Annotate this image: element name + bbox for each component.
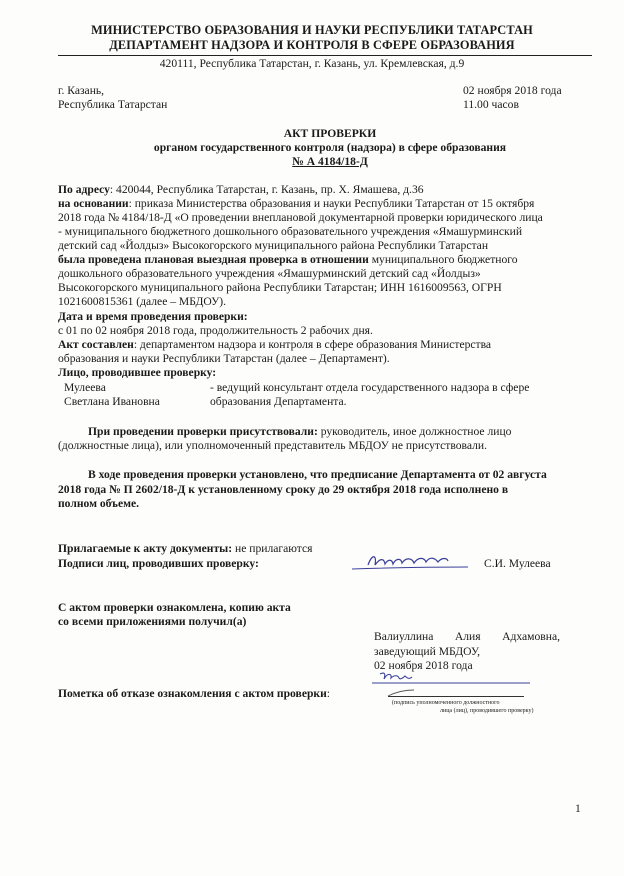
present-line-2: (должностные лица), или уполномоченный представитель МБДОУ не присутствовали. bbox=[58, 439, 487, 452]
basis-line-3: - муниципального бюджетного дошкольного образовательного учреждения «Ямашурминский bbox=[58, 225, 523, 238]
recipient-name: Валиуллина Алия Адхамовна, bbox=[374, 630, 560, 643]
address-line: По адресу: 420044, Республика Татарстан, г. Казань, пр. Х. Ямашева, д.36 bbox=[58, 183, 424, 196]
place-city: г. Казань, bbox=[58, 84, 105, 97]
attached-docs-line: Прилагаемые к акту документы: не прилагаются bbox=[58, 542, 313, 555]
recipient-date: 02 ноября 2018 года bbox=[374, 659, 473, 672]
inspection-line-3: Высокогорского муниципального района Республики Татарстан; ИНН 1616009563, ОГРН bbox=[58, 281, 502, 294]
signature-caption-2: лица (лиц), проводившего проверку) bbox=[440, 708, 534, 714]
inspector-label: Лицо, проводившее проверку: bbox=[58, 366, 217, 379]
place-region: Республика Татарстан bbox=[58, 98, 168, 111]
inspector-signature bbox=[344, 548, 474, 574]
inspection-line-2: дошкольного образовательного учреждения «Ямашурминский детский сад «Йолдыз» bbox=[58, 267, 481, 280]
result-line-2: 2018 года № П 2602/18-Д к установленному сроку до 29 октября 2018 года исполнено в bbox=[58, 483, 509, 496]
refusal-signature-line bbox=[388, 696, 524, 697]
department-address: 420111, Республика Татарстан, г. Казань, ул. Кремлевская, д.9 bbox=[159, 57, 465, 70]
result-line-1: В ходе проведения проверки установлено, что предписание Департамента от 02 августа bbox=[88, 468, 547, 481]
act-date: 02 ноября 2018 года bbox=[463, 84, 562, 97]
present-line-1: При проведении проверки присутствовали: руководитель, иное должностное лицо bbox=[88, 425, 512, 438]
acknowledgement-line-2: со всеми приложениями получил(а) bbox=[58, 615, 247, 628]
basis-line-2: 2018 года № 4184/18-Д «О проведении внеплановой документарной проверки юридического лица bbox=[58, 211, 543, 224]
signature-caption-1: (подпись уполномоченного должностного bbox=[392, 700, 500, 706]
refusal-label: Пометка об отказе ознакомления с актом проверки: bbox=[58, 687, 331, 700]
inspector-signature-name: С.И. Мулеева bbox=[484, 557, 551, 570]
act-composed-line-2: образования и науки Республики Татарстан (далее – Департамент). bbox=[58, 352, 390, 365]
header-divider bbox=[58, 55, 592, 56]
result-line-3: полном объеме. bbox=[58, 497, 140, 510]
department-title: ДЕПАРТАМЕНТ НАДЗОРА И КОНТРОЛЯ В СФЕРЕ ОБРАЗОВАНИЯ bbox=[109, 38, 515, 52]
inspector-role-1: - ведущий консультант отдела государственного надзора в сфере bbox=[210, 381, 530, 394]
basis-line-1: на основании: приказа Министерства образования и науки Республики Татарстан от 15 октября bbox=[58, 197, 535, 210]
act-time: 11.00 часов bbox=[463, 98, 519, 111]
act-number: № А 4184/18-Д bbox=[292, 155, 368, 168]
inspection-line-1: была проведена плановая выездная проверка в отношении муниципального бюджетного bbox=[58, 253, 518, 266]
inspector-role-2: образования Департамента. bbox=[210, 395, 347, 408]
page-number: 1 bbox=[575, 802, 581, 815]
inspection-line-4: 1021600815361 (далее – МБДОУ). bbox=[58, 295, 227, 308]
basis-line-4: детский сад «Йолдыз» Высокогорского муниципального района Республики Татарстан bbox=[58, 239, 489, 252]
act-title: АКТ ПРОВЕРКИ bbox=[283, 127, 377, 140]
signers-label: Подписи лиц, проводивших проверку: bbox=[58, 557, 259, 570]
ministry-title: МИНИСТЕРСТВО ОБРАЗОВАНИЯ И НАУКИ РЕСПУБЛИКИ ТАТАРСТАН bbox=[91, 23, 533, 37]
act-subtitle: органом государственного контроля (надзора) в сфере образования bbox=[153, 141, 507, 154]
recipient-role: заведующий МБДОУ, bbox=[374, 645, 481, 658]
act-composed-line-1: Акт составлен: департаментом надзора и контроля в сфере образования Министерства bbox=[58, 338, 492, 351]
inspector-given-name: Светлана Ивановна bbox=[64, 395, 160, 408]
dates-label: Дата и время проведения проверки: bbox=[58, 310, 248, 323]
refusal-mark-signature bbox=[384, 682, 530, 700]
acknowledgement-line-1: С актом проверки ознакомлена, копию акта bbox=[58, 601, 291, 614]
inspector-surname: Мулеева bbox=[64, 381, 106, 394]
dates-value: с 01 по 02 ноября 2018 года, продолжительность 2 рабочих дня. bbox=[58, 324, 373, 337]
